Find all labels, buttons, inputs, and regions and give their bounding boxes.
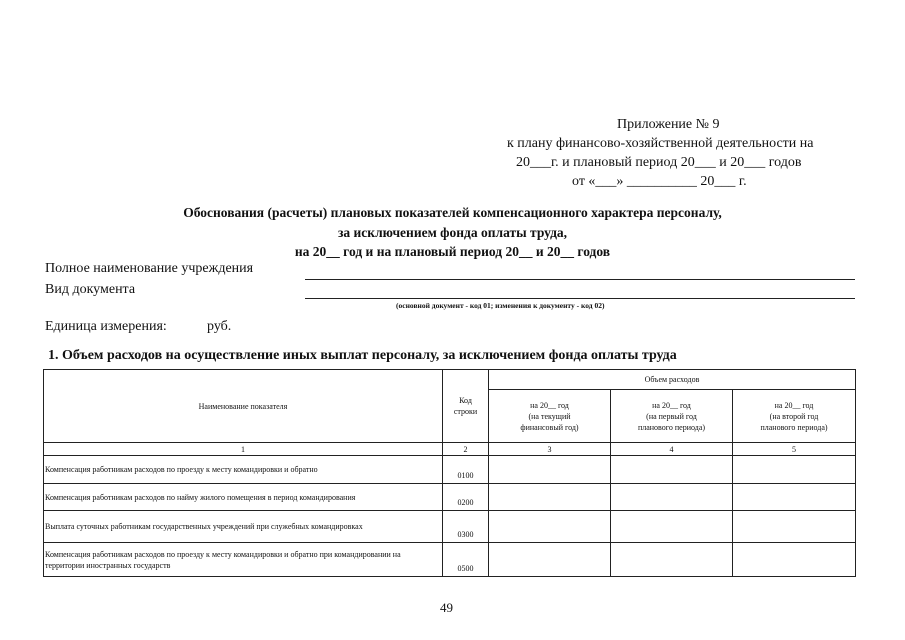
annex-plan-reference: к плану финансово-хозяйственной деятельности на (507, 136, 814, 151)
annex-number: Приложение № 9 (617, 117, 720, 132)
table-row (44, 511, 856, 543)
value-cell[interactable] (733, 484, 856, 511)
row-code: 0100 (443, 456, 489, 484)
doc-type-label: Вид документа (45, 282, 136, 297)
table-row (44, 543, 856, 577)
table-row (44, 456, 856, 484)
col4-line-2: (на первый год (646, 411, 697, 421)
value-cell[interactable] (733, 511, 856, 543)
value-cell[interactable] (489, 484, 611, 511)
row-code: 0500 (443, 543, 489, 577)
col5-line-2: (на второй год (769, 411, 819, 421)
value-cell[interactable] (733, 543, 856, 577)
institution-input-line[interactable] (305, 279, 855, 280)
page-number: 49 (440, 600, 453, 615)
col-number-5: 5 (733, 443, 856, 456)
document-title-line-1: Обоснования (расчеты) плановых показателей компенсационного характера персоналу, (183, 205, 722, 220)
value-cell[interactable] (733, 456, 856, 484)
col3-line-3: финансовый год) (520, 422, 579, 432)
header-code-line-2: строки (453, 407, 478, 416)
section-1-title: 1. Объем расходов на осуществление иных выплат персоналу, за исключением фонда оплаты труда (48, 348, 677, 363)
row-name: Компенсация работникам расходов по проезду к месту командировки и обратно (44, 456, 443, 484)
row-name: Компенсация работникам расходов по найму жилого помещения в период командирования (44, 484, 443, 511)
header-first-plan-year (611, 390, 733, 443)
header-current-year (489, 390, 611, 443)
document-title-line-3: на 20__ год и на плановый период 20__ и 20__ годов (294, 244, 611, 259)
value-cell[interactable] (611, 543, 733, 577)
col3-line-1: на 20__ год (530, 400, 569, 410)
col5-line-3: планового периода) (760, 422, 828, 432)
col-number-2: 2 (443, 443, 489, 456)
header-line-code (443, 370, 489, 443)
document-title-line-2: за исключением фонда оплаты труда, (337, 225, 568, 240)
col5-line-1: на 20__ год (774, 400, 814, 410)
row-name: Выплата суточных работникам государственных учреждений при служебных командировках (44, 511, 443, 543)
header-expenses-volume: Объем расходов (489, 370, 856, 390)
col-number-4: 4 (611, 443, 733, 456)
value-cell[interactable] (611, 511, 733, 543)
row-code: 0300 (443, 511, 489, 543)
col-number-3: 3 (489, 443, 611, 456)
row-code: 0200 (443, 484, 489, 511)
value-cell[interactable] (611, 484, 733, 511)
row-name: Компенсация работникам расходов по проезду к месту командировки и обратно при командировании на территории иностранных государств (44, 543, 443, 577)
unit-label: Единица измерения: (45, 319, 167, 334)
col-number-1: 1 (44, 443, 443, 456)
doc-type-input-line[interactable] (305, 298, 855, 299)
header-indicator-name: Наименование показателя (44, 370, 443, 443)
value-cell[interactable] (489, 511, 611, 543)
value-cell[interactable] (489, 543, 611, 577)
value-cell[interactable] (611, 456, 733, 484)
col4-line-1: на 20__ год (652, 400, 691, 410)
expenses-table (43, 369, 856, 577)
unit-value: руб. (207, 319, 232, 334)
institution-label: Полное наименование учреждения (45, 261, 254, 276)
annex-period: 20___г. и плановый период 20___ и 20___ годов (516, 155, 802, 170)
header-code-line-1: Код (459, 396, 472, 405)
header-second-plan-year (733, 390, 856, 443)
column-number-row (44, 443, 856, 456)
doc-type-note: (основной документ - код 01; изменения к документу - код 02) (396, 301, 605, 310)
table-row (44, 484, 856, 511)
col4-line-3: планового периода) (637, 422, 706, 432)
value-cell[interactable] (489, 456, 611, 484)
col3-line-2: (на текущий (528, 411, 571, 421)
annex-date: от «___» __________ 20___ г. (572, 174, 747, 189)
